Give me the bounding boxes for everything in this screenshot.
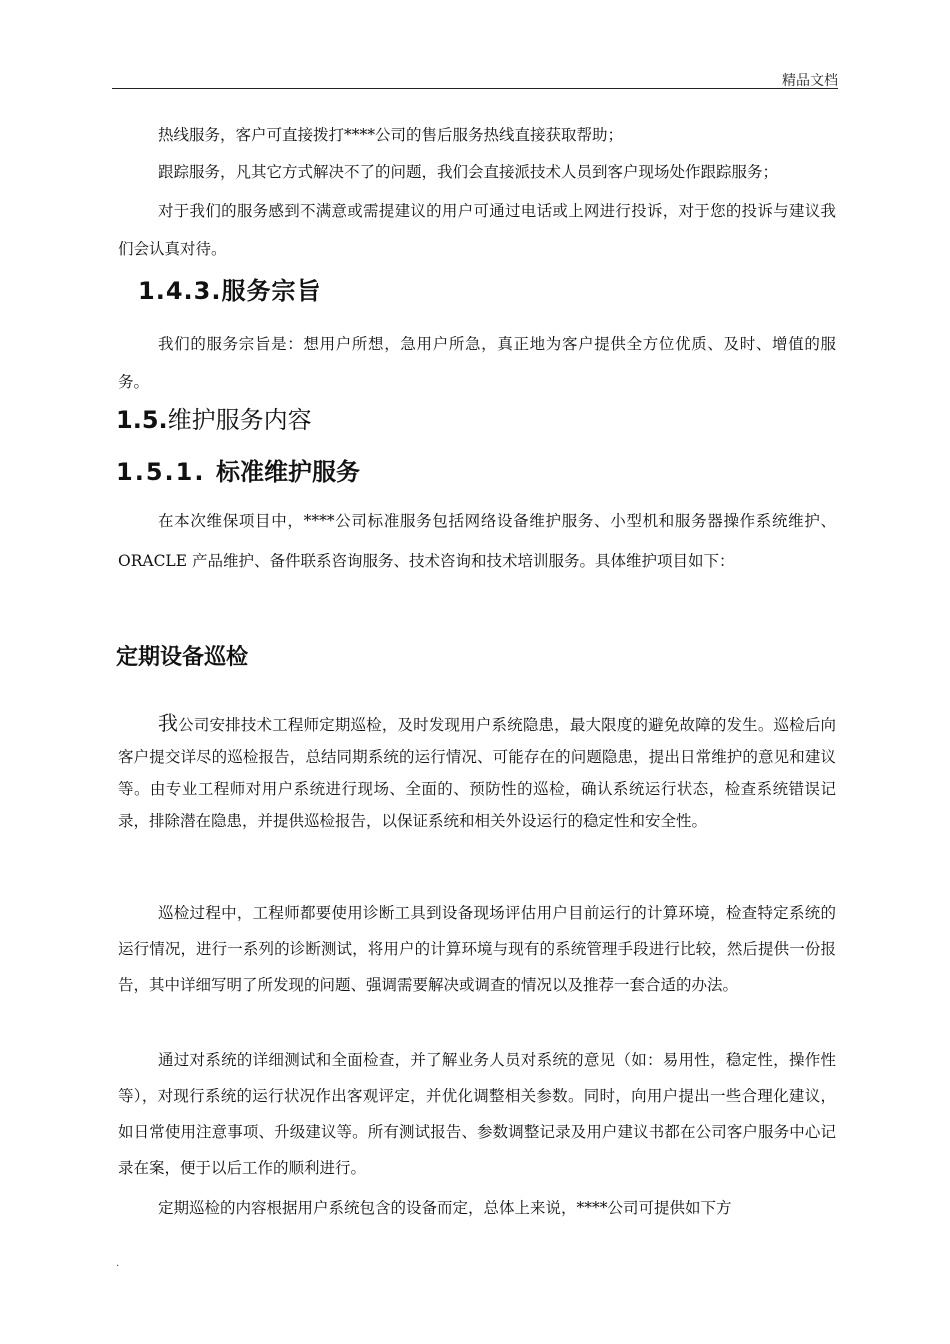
section-heading-1-4-3 xyxy=(138,271,321,306)
header-label: 精品文档 xyxy=(782,73,838,89)
footer-mark: . xyxy=(116,1258,120,1269)
paragraph-hotline: 热线服务，客户可直接拨打****公司的售后服务热线直接获取帮助； xyxy=(158,126,624,144)
paragraph-mission: 我们的服务宗旨是：想用户所想，急用户所急，真正地为客户提供全方位优质、及时、增值的服务。 xyxy=(118,335,836,391)
section-number: 1.4.3. xyxy=(138,277,222,305)
section-heading-1-5-1 xyxy=(116,452,360,487)
section-title: 维护服务内容 xyxy=(167,406,312,434)
section-number: 1.5. xyxy=(116,406,168,434)
paragraph-standard-service: 在本次维保项目中，****公司标准服务包括网络设备维护服务、小型机和服务器操作系统维护、ORACLE 产品维护、备件联系咨询服务、技术咨询和技术培训服务。具体维护项目如下： xyxy=(118,512,836,570)
subsection-heading-inspection: 定期设备巡检 xyxy=(116,645,249,670)
section-number: 1.5.1. xyxy=(116,458,206,486)
paragraph-testing: 通过对系统的详细测试和全面检查，并了解业务人员对系统的意见（如：易用性，稳定性，操作性等），对现行系统的运行状况作出客观评定，并优化调整相关参数。同时，向用户提出一些合理化建议，如日常使用注意事项、升级建议等。所有测试报告、参数调整记录及用户建议书都在公司客户服务中心记录在案，便于以后工作的顺利进行。 xyxy=(118,1051,836,1177)
inspection-text: 公司安排技术工程师定期巡检，及时发现用户系统隐患，最大限度的避免故障的发生。巡检后向客户提交详尽的巡检报告，总结同期系统的运行情况、可能存在的问题隐患，提出日常维护的意见和建议等。由专业工程师对用户系统进行现场、全面的、预防性的巡检，确认系统运行状态，检查系统错误记录，排除潜在隐患，并提供巡检报告，以保证系统和相关外设运行的稳定性和安全性。 xyxy=(118,716,836,830)
section-title: 服务宗旨 xyxy=(221,277,322,305)
paragraph-tracking: 跟踪服务，凡其它方式解决不了的问题，我们会直接派技术人员到客户现场处作跟踪服务； xyxy=(158,163,779,181)
section-heading-1-5 xyxy=(116,400,312,435)
inspection-first-char: 我 xyxy=(158,711,179,735)
header-rule xyxy=(112,88,838,89)
paragraph-complaint: 对于我们的服务感到不满意或需提建议的用户可通过电话或上网进行投诉，对于您的投诉与建议我们会认真对待。 xyxy=(118,202,836,258)
paragraph-inspection xyxy=(118,707,836,837)
paragraph-last: 定期巡检的内容根据用户系统包含的设备而定，总体上来说，****公司可提供如下方 xyxy=(158,1199,732,1217)
paragraph-inspection-process: 巡检过程中，工程师都要使用诊断工具到设备现场评估用户目前运行的计算环境，检查特定系统的运行情况，进行一系列的诊断测试，将用户的计算环境与现有的系统管理手段进行比较，然后提供一份报告，其中详细写明了所发现的问题、强调需要解决或调查的情况以及推荐一套合适的办法。 xyxy=(118,904,836,994)
section-title: 标准维护服务 xyxy=(216,458,360,486)
